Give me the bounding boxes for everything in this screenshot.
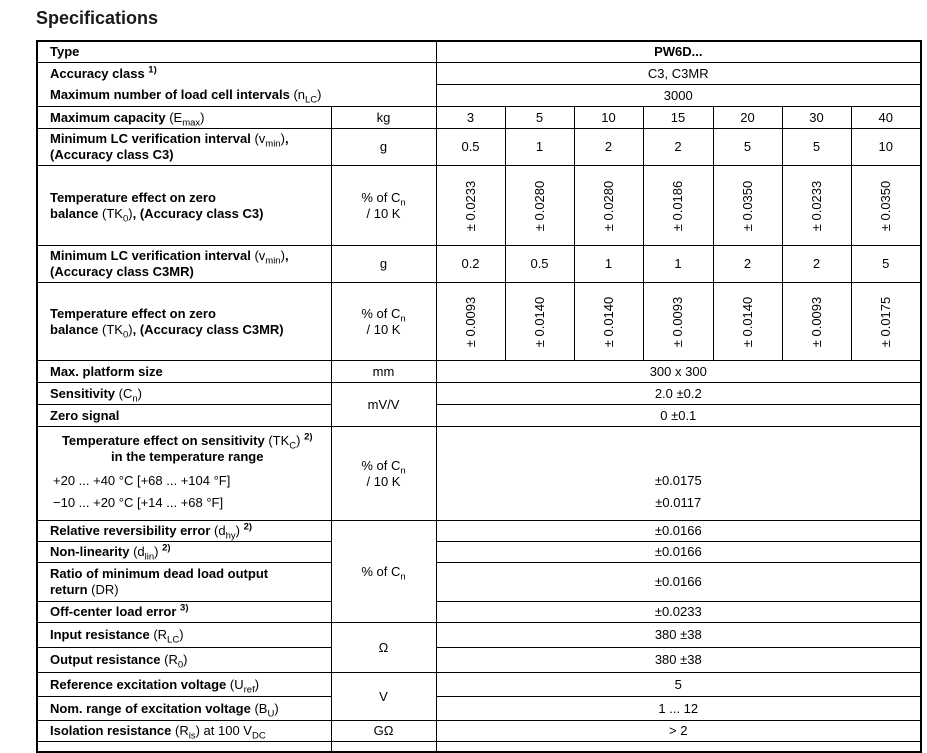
tk0-c3mr-value-cell xyxy=(851,283,921,361)
row-tkc-value xyxy=(436,427,921,521)
row-nonlinearity xyxy=(37,542,921,563)
row-input-resistance-value: 380 ±38 xyxy=(436,623,921,648)
percent-cn-unit: % of $C_n$ xyxy=(331,521,436,623)
row-off-center xyxy=(37,602,921,623)
row-ref-voltage-value: 5 xyxy=(436,673,921,697)
ohm-unit: Ω xyxy=(331,623,436,673)
row-vmin-c3mr-label: Minimum LC verification interval $(v_{min})$, (Accuracy class C3MR) xyxy=(37,246,331,283)
row-accuracy-class-label: Accuracy class $^{1)}$ xyxy=(37,63,436,85)
row-off-center-value: ±0.0233 xyxy=(436,602,921,623)
rotated-value: ± 0.0350 xyxy=(739,180,755,231)
tk0-c3-value-cell xyxy=(505,166,574,246)
rotated-value: ± 0.0350 xyxy=(877,180,893,231)
row-sensitivity-label: Sensitivity $(C_n)$ xyxy=(37,383,331,405)
row-platform-size xyxy=(37,361,921,383)
row-load-cell-intervals-label: Maximum number of load cell intervals $(n_{LC})$ xyxy=(37,85,436,107)
vmin-c3-value-cell: 5 xyxy=(713,129,782,166)
capacity-value-cell: 40 xyxy=(851,107,921,129)
row-platform-size-label: Max. platform size xyxy=(37,361,331,383)
tk0-c3mr-value-cell xyxy=(643,283,713,361)
row-zero-signal-value: 0 ±0.1 xyxy=(436,405,921,427)
tk0-c3mr-value-cell xyxy=(436,283,505,361)
vmin-c3-value-cell: 2 xyxy=(643,129,713,166)
row-cutoff xyxy=(37,742,921,752)
row-cutoff-value xyxy=(436,742,921,752)
vmin-c3-value-cell: 5 xyxy=(782,129,851,166)
row-dead-load-label: Ratio of minimum dead load output return (DR) xyxy=(37,563,331,602)
row-sensitivity xyxy=(37,383,921,405)
row-dead-load xyxy=(37,563,921,602)
rotated-value: ± 0.0093 xyxy=(462,296,478,347)
row-tk0-c3mr-unit: % of $C_n$ / 10 K xyxy=(331,283,436,361)
tkc-label-line1: Temperature effect on sensitivity $(TK_C)$ $^{2)}$ xyxy=(61,431,313,452)
row-tk0-c3-unit: % of $C_n$ / 10 K xyxy=(331,166,436,246)
rotated-value: ± 0.0233 xyxy=(808,180,824,231)
row-accuracy-class-value: C3, C3MR xyxy=(436,63,921,85)
capacity-value-cell: 20 xyxy=(713,107,782,129)
vmin-c3mr-value-cell: 5 xyxy=(851,246,921,283)
vmin-c3mr-value-cell: 2 xyxy=(713,246,782,283)
page-title: Specifications xyxy=(36,8,159,28)
rotated-value: ± 0.0140 xyxy=(739,296,755,347)
vmin-c3mr-value-cell: 0.2 xyxy=(436,246,505,283)
vmin-c3-value-cell: 1 xyxy=(505,129,574,166)
vmin-c3mr-value-cell: 1 xyxy=(574,246,643,283)
tk0-c3-value-cell xyxy=(643,166,713,246)
row-nom-voltage xyxy=(37,697,921,721)
rotated-value: ± 0.0175 xyxy=(877,296,893,347)
row-nom-voltage-label: Nom. range of excitation voltage $(B_U)$ xyxy=(37,697,331,721)
tkc-label-line4: −10 ... +20 °C [+14 ... +68 °F] xyxy=(53,495,224,510)
row-zero-signal-label: Zero signal xyxy=(37,405,331,427)
row-cutoff-label xyxy=(37,742,331,752)
row-output-resistance xyxy=(37,648,921,673)
row-tk0-c3mr xyxy=(37,283,921,361)
row-zero-signal xyxy=(37,405,921,427)
row-isolation-unit: GΩ xyxy=(331,721,436,742)
row-type xyxy=(37,41,921,63)
capacity-value-cell: 10 xyxy=(574,107,643,129)
row-sensitivity-value: 2.0 ±0.2 xyxy=(436,383,921,405)
row-isolation-label: Isolation resistance $(R_{is})$ at 100 $V_{DC}$ xyxy=(37,721,331,742)
rotated-value: ± 0.0093 xyxy=(670,296,686,347)
vmin-c3mr-value-cell: 2 xyxy=(782,246,851,283)
row-output-resistance-value: 380 ±38 xyxy=(436,648,921,673)
vmin-c3mr-value-cell: 0.5 xyxy=(505,246,574,283)
tk0-c3mr-value-cell xyxy=(713,283,782,361)
row-reversibility-label: Relative reversibility error $(d_{hy})$ $^{2)}$ xyxy=(37,521,331,542)
capacity-value-cell: 3 xyxy=(436,107,505,129)
row-max-capacity-label: Maximum capacity $(E_{max})$ xyxy=(37,107,331,129)
row-isolation xyxy=(37,721,921,742)
rotated-value: ± 0.0280 xyxy=(600,180,616,231)
tk0-c3-value-cell xyxy=(436,166,505,246)
row-input-resistance-label: Input resistance $(R_{LC})$ xyxy=(37,623,331,648)
row-max-capacity-unit: kg xyxy=(331,107,436,129)
tk0-c3-value-cell xyxy=(713,166,782,246)
tk0-c3-value-cell xyxy=(782,166,851,246)
row-vmin-c3mr xyxy=(37,246,921,283)
row-vmin-c3-unit: g xyxy=(331,129,436,166)
tk0-c3mr-value-cell xyxy=(574,283,643,361)
rotated-value: ± 0.0140 xyxy=(531,296,547,347)
row-max-capacity xyxy=(37,107,921,129)
rotated-value: ± 0.0093 xyxy=(808,296,824,347)
capacity-value-cell: 5 xyxy=(505,107,574,129)
row-load-cell-intervals xyxy=(37,85,921,107)
volt-unit: V xyxy=(331,673,436,721)
row-vmin-c3 xyxy=(37,129,921,166)
rotated-value: ± 0.0186 xyxy=(670,180,686,231)
row-vmin-c3mr-unit: g xyxy=(331,246,436,283)
row-output-resistance-label: Output resistance $(R_0)$ xyxy=(37,648,331,673)
row-tkc-label xyxy=(37,427,331,521)
row-platform-size-unit: mm xyxy=(331,361,436,383)
row-ref-voltage xyxy=(37,673,921,697)
tkc-value-line1: ±0.0175 xyxy=(654,473,702,488)
capacity-value-cell: 30 xyxy=(782,107,851,129)
vmin-c3-value-cell: 10 xyxy=(851,129,921,166)
tk0-c3mr-value-cell xyxy=(782,283,851,361)
tk0-c3-value-cell xyxy=(851,166,921,246)
row-accuracy-class xyxy=(37,63,921,85)
row-load-cell-intervals-value: 3000 xyxy=(436,85,921,107)
row-cutoff-unit xyxy=(331,742,436,752)
row-nonlinearity-label: Non-linearity $(d_{lin})$ $^{2)}$ xyxy=(37,542,331,563)
row-nonlinearity-value: ±0.0166 xyxy=(436,542,921,563)
rotated-value: ± 0.0233 xyxy=(462,180,478,231)
tk0-c3mr-value-cell xyxy=(505,283,574,361)
row-tkc xyxy=(37,427,921,521)
vmin-c3-value-cell: 2 xyxy=(574,129,643,166)
row-vmin-c3-label: Minimum LC verification interval $(v_{min})$, (Accuracy class C3) xyxy=(37,129,331,166)
vmin-c3mr-value-cell: 1 xyxy=(643,246,713,283)
row-isolation-value: > 2 xyxy=(436,721,921,742)
tkc-label-line2: in the temperature range xyxy=(111,449,264,464)
tkc-label-line3: +20 ... +40 °C [+68 ... +104 °F] xyxy=(53,473,231,488)
tk0-c3-value-cell xyxy=(574,166,643,246)
capacity-value-cell: 15 xyxy=(643,107,713,129)
row-reversibility-value: ±0.0166 xyxy=(436,521,921,542)
row-ref-voltage-label: Reference excitation voltage $(U_{ref})$ xyxy=(37,673,331,697)
row-reversibility xyxy=(37,521,921,542)
vmin-c3-value-cell: 0.5 xyxy=(436,129,505,166)
row-sensitivity-unit: mV/V xyxy=(331,383,436,427)
row-tk0-c3 xyxy=(37,166,921,246)
tkc-value-line2: ±0.0117 xyxy=(655,495,702,510)
rotated-value: ± 0.0140 xyxy=(600,296,616,347)
rotated-value: ± 0.0280 xyxy=(531,180,547,231)
row-nom-voltage-value: 1 ... 12 xyxy=(436,697,921,721)
row-input-resistance xyxy=(37,623,921,648)
row-tkc-unit: % of $C_n$ / 10 K xyxy=(331,427,436,521)
row-tk0-c3-label: Temperature effect on zero balance $(TK_0)$, (Accuracy class C3) xyxy=(37,166,331,246)
row-off-center-label: Off-center load error $^{3)}$ xyxy=(37,602,331,623)
row-type-value: PW6D... xyxy=(436,41,921,63)
row-type-label: Type xyxy=(37,41,436,63)
row-tk0-c3mr-label: Temperature effect on zero balance $(TK_0)$, (Accuracy class C3MR) xyxy=(37,283,331,361)
row-platform-size-value: 300 x 300 xyxy=(436,361,921,383)
specifications-table xyxy=(36,40,922,753)
row-dead-load-value: ±0.0166 xyxy=(436,563,921,602)
